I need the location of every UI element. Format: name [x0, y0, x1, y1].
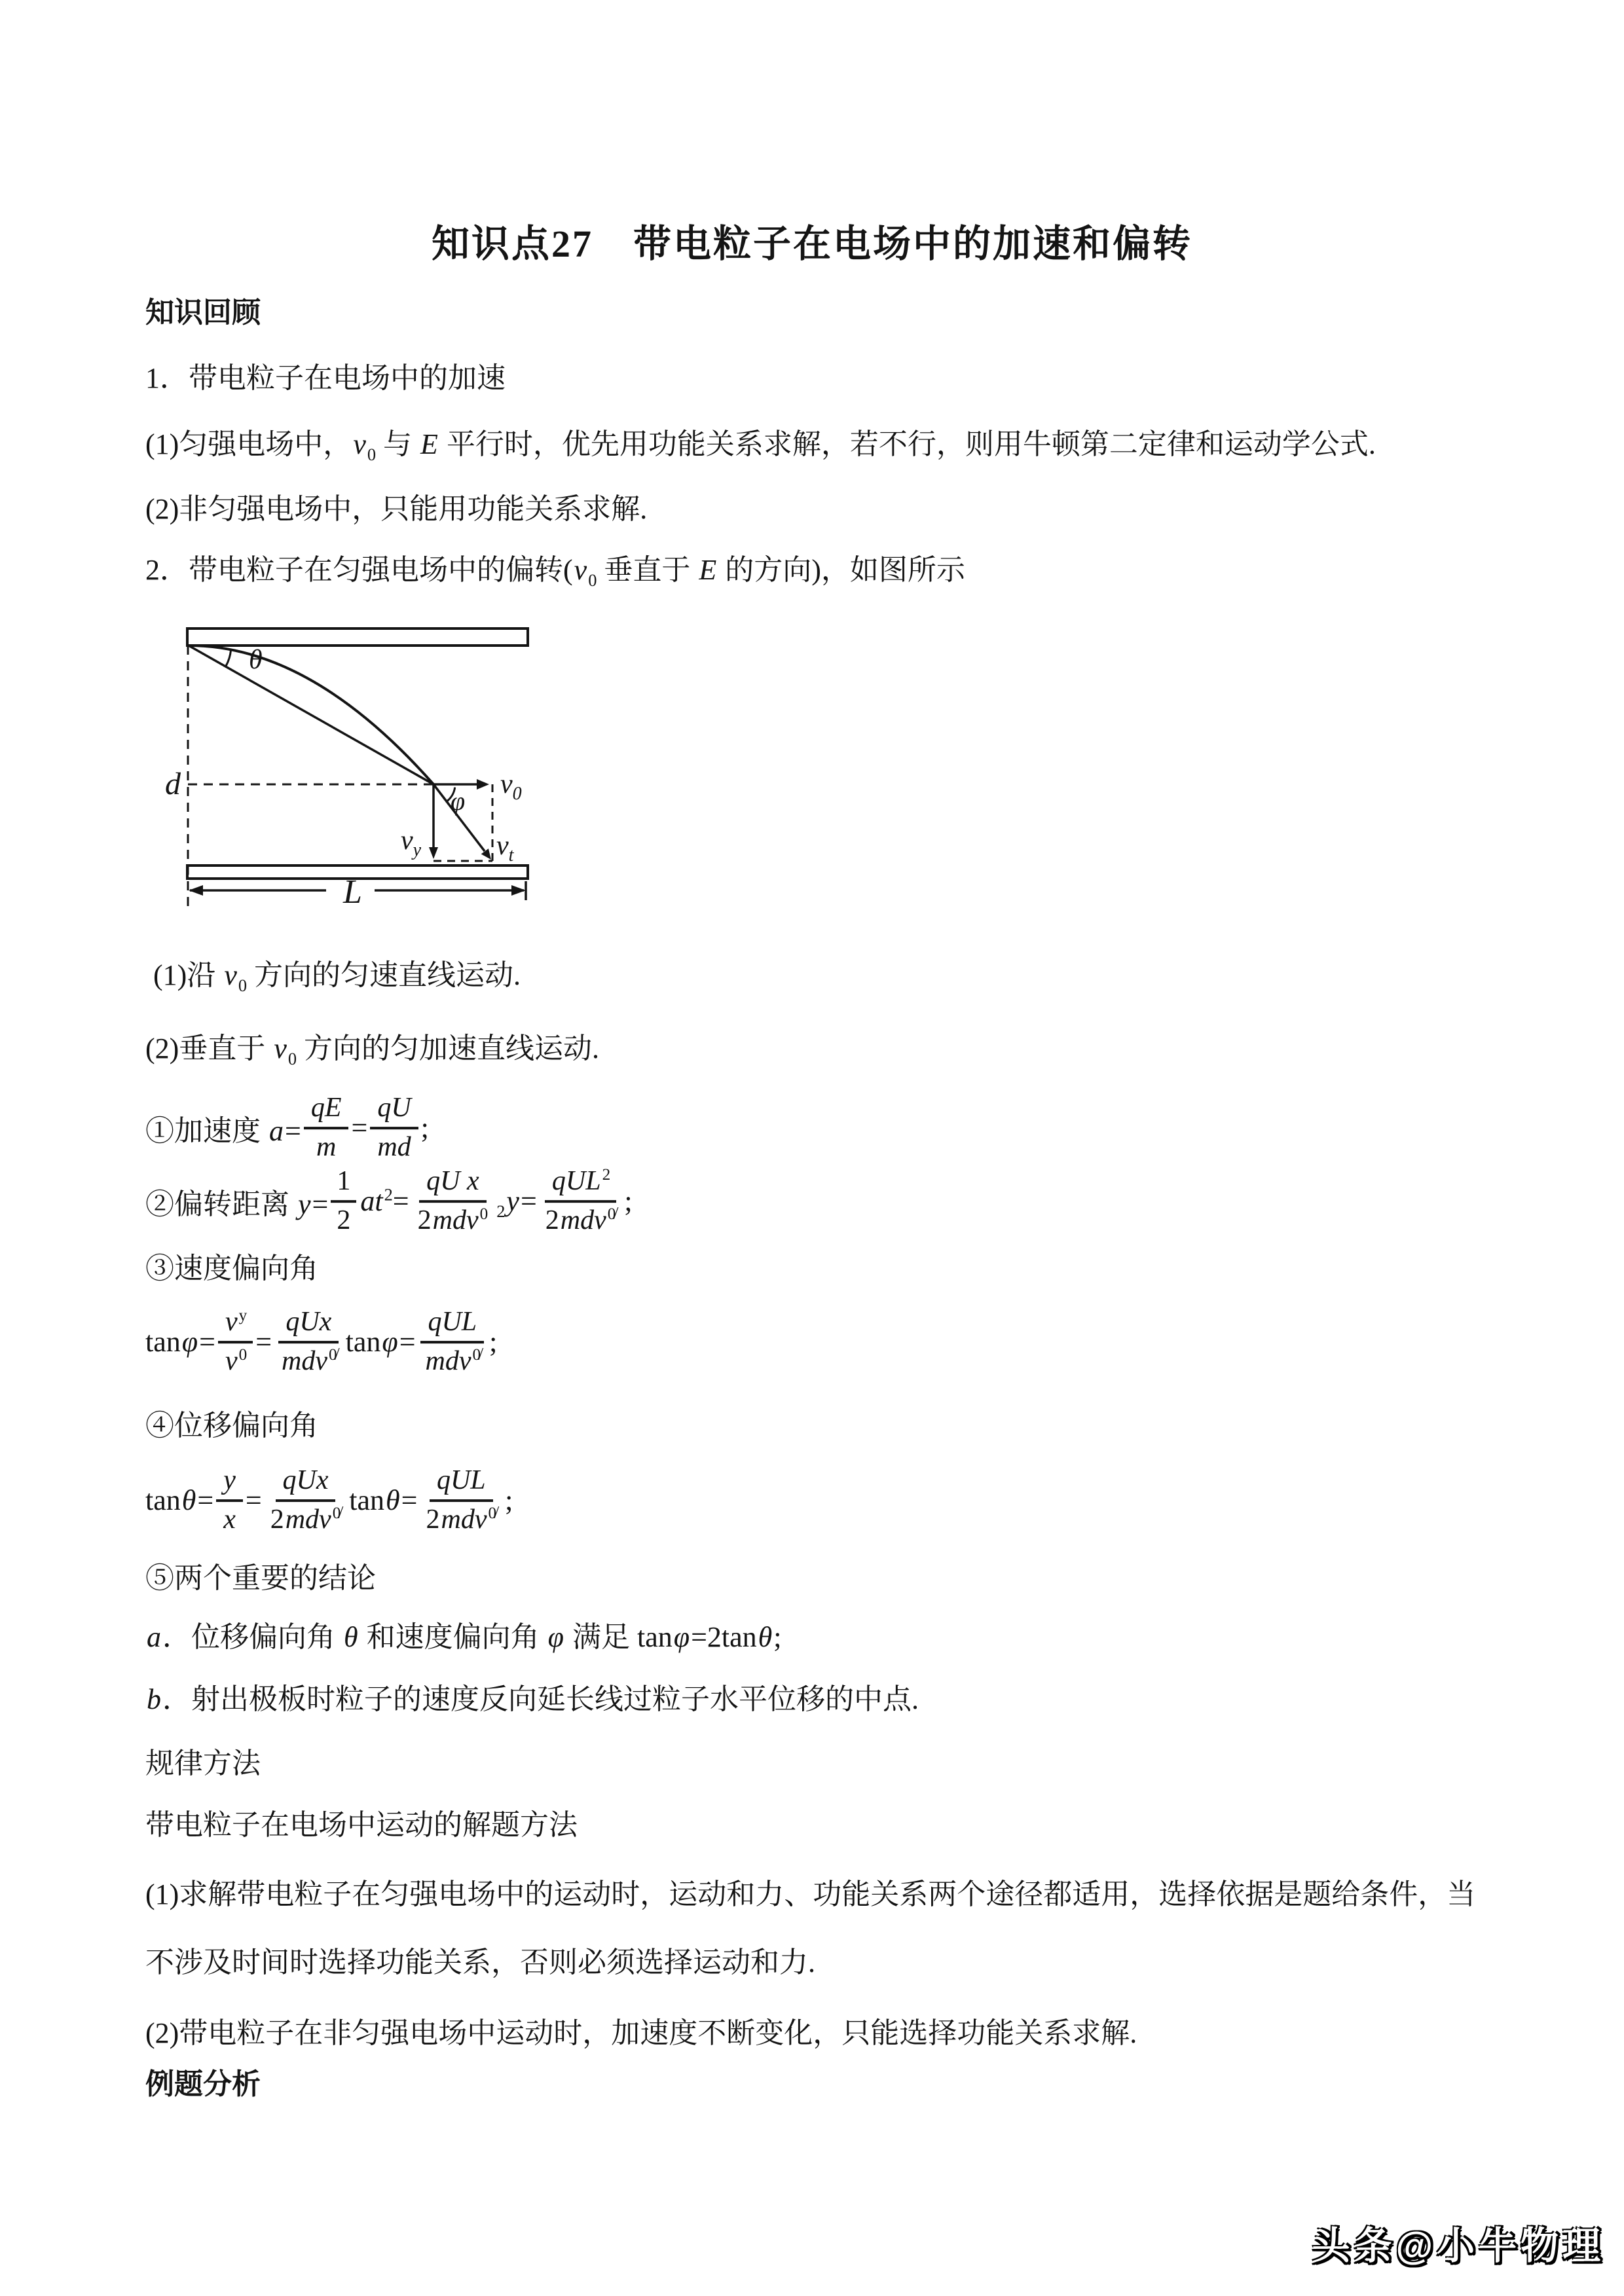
fraction-denominator: mdv$^{0̸}$ [425, 1346, 481, 1377]
formula-displacement-angle [145, 1465, 513, 1537]
line-method-1a: (1)求解带电粒子在匀强电场中的运动时，运动和力、功能关系两个途径都适用，选择依据是题给条件，当 [145, 1878, 1476, 1910]
formula-deflection-distance [145, 1165, 633, 1237]
formula-token: ②偏转距离 y= [145, 1188, 329, 1220]
heading-two-conclusions: ⑤两个重要的结论 [145, 1562, 376, 1594]
formula-token: = [255, 1326, 272, 1358]
fraction-denominator: mdv$^{0̸}$ [282, 1346, 337, 1377]
fraction [370, 1092, 418, 1164]
L-dim-left-arrowhead [189, 885, 203, 896]
line-method-title: 带电粒子在电场中运动的解题方法 [145, 1809, 578, 1841]
formula-token: ; [505, 1484, 513, 1517]
fraction [418, 1306, 487, 1378]
fraction [540, 1165, 622, 1237]
formula-token: $at^2=$ [360, 1184, 409, 1218]
formula-token: ①加速度 a= [145, 1115, 301, 1147]
page-title: 知识点27 带电粒子在电场中的加速和偏转 [431, 223, 1192, 265]
fraction-numerator: qUL [420, 1306, 484, 1343]
fraction [304, 1092, 349, 1164]
line-method-1b: 不涉及时间时选择功能关系，否则必须选择运动和力. [145, 1946, 815, 1978]
watermark: 头条@小牛物理 [1312, 2225, 1604, 2267]
fraction-numerator: qU x [419, 1165, 486, 1203]
fraction-numerator: $v^y$ [218, 1306, 253, 1343]
L-dim-right-arrowhead [511, 885, 526, 896]
fraction-denominator: m [316, 1132, 337, 1163]
line-accelerated-motion: (2)垂直于 $v_0$ 方向的匀加速直线运动. [145, 1032, 600, 1068]
section-heading-example: 例题分析 [145, 2068, 261, 2100]
line-deflection-title: 2．带电粒子在匀强电场中的偏转($v_0$ 垂直于 E 的方向)，如图所示 [145, 554, 965, 590]
fraction-denominator: 2 [337, 1205, 351, 1236]
formula-token: ; [624, 1185, 633, 1218]
heading-displacement-angle: ④位移偏向角 [145, 1410, 318, 1442]
fraction [274, 1306, 343, 1378]
fraction-denominator: x [223, 1504, 236, 1535]
fraction-numerator: y [216, 1465, 243, 1502]
vt-label: $v_t$ [496, 831, 514, 866]
d-label: d [165, 767, 181, 801]
formula-token: tanφ= [145, 1326, 215, 1358]
formula-token: tanφ= [345, 1326, 416, 1358]
theta-label: θ [249, 645, 263, 675]
fraction-numerator: qE [304, 1092, 349, 1129]
line-uniform-motion: (1)沿 $v_0$ 方向的匀速直线运动. [153, 959, 521, 995]
line-nonuniform-field: (2)非匀强电场中，只能用功能关系求解. [145, 493, 648, 525]
vy-label: $v_y$ [401, 826, 422, 860]
L-label: L [343, 873, 362, 911]
heading-velocity-angle: ③速度偏向角 [145, 1252, 318, 1285]
fraction-denominator: 2mdv$^{0̸}$ [545, 1205, 616, 1236]
v0-label: $v_0$ [500, 769, 522, 804]
phi-label: φ [451, 786, 466, 816]
formula-velocity-angle [145, 1306, 497, 1378]
fraction [265, 1465, 347, 1537]
fraction-numerator: qUL$^2$ [545, 1165, 616, 1203]
fraction-denominator: md [377, 1132, 411, 1163]
line-method-2: (2)带电粒子在非匀强电场中运动时，加速度不断变化，只能选择功能关系求解. [145, 2017, 1137, 2049]
line-conclusion-b: b．射出极板时粒子的速度反向延长线过粒子水平位移的中点. [147, 1683, 919, 1715]
section-heading-review: 知识回顾 [145, 297, 261, 329]
fraction-denominator: 2mdv$^0$ [417, 1205, 489, 1236]
formula-acceleration [145, 1092, 429, 1164]
formula-token: = [351, 1112, 368, 1144]
fraction [420, 1465, 503, 1537]
line-uniform-field: (1)匀强电场中，$v_0$ 与 E 平行时，优先用功能关系求解，若不行，则用牛顿第二定律和运动学公式. [145, 428, 1376, 464]
top-plate [187, 629, 528, 646]
formula-token: ; [489, 1326, 498, 1358]
fraction [216, 1465, 243, 1537]
theta-arc [226, 650, 231, 666]
fraction-denominator: 2mdv$^{0̸}$ [426, 1504, 497, 1535]
fraction-numerator: qUx [278, 1306, 339, 1343]
fraction-denominator: $v^0$ [225, 1346, 248, 1377]
formula-token: ; [420, 1112, 429, 1144]
formula-token: tanθ= [349, 1484, 418, 1517]
fraction-numerator: qUx [276, 1465, 336, 1502]
fraction-numerator: qUL [430, 1465, 493, 1502]
formula-token: $_2$y= [496, 1185, 537, 1222]
deflection-figure [157, 619, 544, 917]
formula-token: = [245, 1484, 262, 1517]
fraction-numerator: 1 [331, 1165, 356, 1203]
line-conclusion-a: a．位移偏向角 θ 和速度偏向角 φ 满足 tanφ=2tanθ; [147, 1621, 782, 1653]
fraction [331, 1165, 356, 1237]
fraction-denominator: 2mdv$^{0̸}$ [270, 1504, 341, 1535]
fraction [412, 1165, 494, 1237]
fraction-numerator: qU [370, 1092, 418, 1129]
v0-arrowhead [477, 779, 489, 790]
section-heading-method: 规律方法 [145, 1747, 261, 1779]
formula-token: tanθ= [145, 1484, 214, 1517]
chord-line [189, 646, 434, 784]
vy-arrowhead [429, 847, 438, 859]
fraction [218, 1306, 253, 1378]
line-acceleration-title: 1．带电粒子在电场中的加速 [145, 362, 506, 394]
